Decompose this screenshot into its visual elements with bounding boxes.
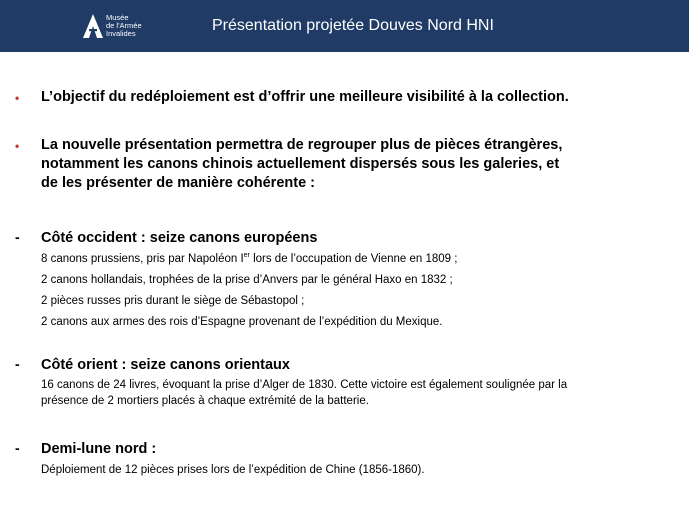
logo-text xyxy=(106,14,142,38)
museum-logo xyxy=(83,12,142,40)
section-line: 8 canons prussiens, pris par Napoléon Ier lors de l’occupation de Vienne en 1809 ; xyxy=(41,252,458,265)
section-heading: Côté orient : seize canons orientaux xyxy=(41,357,290,373)
section-heading: Côté occident : seize canons européens xyxy=(41,230,318,246)
dash-marker: - xyxy=(15,356,20,372)
slide-title: Présentation projetée Douves Nord HNI xyxy=(212,17,494,34)
bullet-text xyxy=(41,136,673,193)
section-line: 2 pièces russes pris durant le siège de Sébastopol ; xyxy=(41,295,305,307)
logo-line-1: Musée xyxy=(106,13,129,22)
bullet-marker: • xyxy=(15,91,20,105)
section-lines xyxy=(41,377,681,409)
dash-marker: - xyxy=(15,229,20,245)
section-line: Déploiement de 12 pièces prises lors de l’expédition de Chine (1856-1860). xyxy=(41,464,425,476)
section-line: présence de 2 mortiers placés à chaque extrémité de la batterie. xyxy=(41,395,369,407)
bullet-marker: • xyxy=(15,139,20,153)
section-line: 2 canons hollandais, trophées de la prise d’Anvers par le général Haxo en 1832 ; xyxy=(41,274,453,286)
section-heading: Demi-lune nord : xyxy=(41,441,157,457)
bullet-line: La nouvelle présentation permettra de regrouper plus de pièces étrangères, xyxy=(41,137,563,153)
section-line: 2 canons aux armes des rois d’Espagne provenant de l’expédition du Mexique. xyxy=(41,316,443,328)
section-lines xyxy=(41,251,681,330)
bullet-text: L’objectif du redéploiement est d’offrir une meilleure visibilité à la collection. xyxy=(41,89,569,105)
dash-marker: - xyxy=(15,440,20,456)
logo-line-2: de l'Armée xyxy=(106,21,142,30)
section-lines xyxy=(41,462,681,478)
logo-line-3: Invalides xyxy=(106,29,136,38)
musee-armee-logo-icon xyxy=(83,14,103,38)
bullet-line: de les présenter de manière cohérente : xyxy=(41,175,315,191)
slide-header xyxy=(0,0,689,52)
section-line: 16 canons de 24 livres, évoquant la prise d’Alger de 1830. Cette victoire est également soulignée par la xyxy=(41,379,568,391)
bullet-line: notamment les canons chinois actuellement dispersés sous les galeries, et xyxy=(41,156,560,172)
